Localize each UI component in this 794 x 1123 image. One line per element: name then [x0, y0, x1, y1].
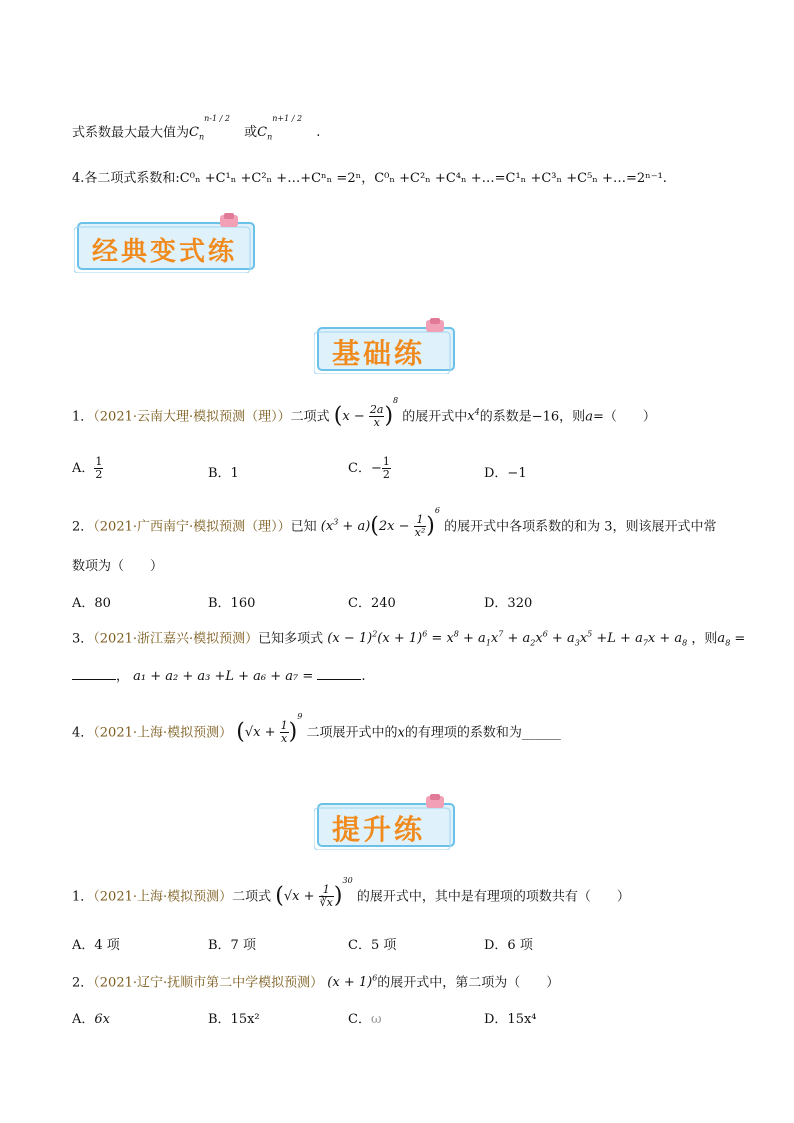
advanced-q1: 1．（2021·上海·模拟预测）二项式 (√x + $\frac{1}{∛x}$ )$^{30}$ 的展开式中，其中是有理项的项数共有（ ） [72, 876, 630, 910]
basic-q1-option-a[interactable]: A． $\frac{1}{2}$ [72, 455, 103, 481]
banner-classic-title: 经典变式练 [92, 237, 238, 267]
basic-q2-line2: 数项为（ ） [72, 559, 164, 574]
answer-blank-2[interactable] [317, 679, 361, 680]
banner-advanced-title: 提升练 [332, 813, 426, 846]
banner-basic-title: 基础练 [332, 337, 426, 370]
advanced-q1-option-b[interactable]: B．7 项 [208, 938, 256, 953]
banner-classic [74, 213, 262, 273]
basic-q1: 1．（2021·云南大理·模拟预测（理））二项式 (x − $\frac{2a}{x}$ )$^8$ 的展开式中$x^4$的系数是−16，则a=（ ） [72, 396, 656, 430]
answer-blank-1[interactable] [72, 679, 116, 680]
basic-q1-option-d[interactable]: D．−1 [484, 466, 527, 481]
advanced-q1-option-a[interactable]: A．4 项 [72, 938, 120, 953]
basic-q2: 2．（2021·广西南宁·模拟预测（理））已知 $(x^3 + a)(2x$ − $\frac{1}{\text{x²}}$ )$^6$ 的展开式中各项系数的和为 3，则该展开式中常 [72, 506, 717, 540]
advanced-q2-option-d[interactable]: D．15x⁴ [484, 1012, 537, 1027]
basic-q1-option-b[interactable]: B．1 [208, 466, 239, 481]
basic-q4: 4．（2021·上海·模拟预测） (√x + $\frac{1}{x}$ )$^9$ 二项展开式中的x的有理项的系数和为______ [72, 712, 561, 746]
basic-q2-option-d[interactable]: D．320 [484, 596, 533, 611]
banner-advanced [314, 794, 462, 850]
basic-q3-line2: ， a₁ + a₂ + a₃ +L + a₆ + a₇ = . [72, 668, 366, 686]
basic-q2-option-b[interactable]: B．160 [208, 596, 256, 611]
advanced-q2-option-a[interactable]: A．6x [72, 1012, 110, 1027]
advanced-q2-option-c[interactable]: C．ω [348, 1012, 382, 1027]
basic-q2-option-a[interactable]: A．80 [72, 596, 111, 611]
basic-q2-option-c[interactable]: C．240 [348, 596, 396, 611]
banner-basic [314, 318, 462, 374]
advanced-q2-option-b[interactable]: B．15x² [208, 1012, 260, 1027]
intro-line-1: 式系数最大最大值为$C_n^{n-1 / 2}$ 或$C_n^{n+1 / 2}$ . [72, 114, 321, 142]
basic-q1-option-c[interactable]: C．− $\frac{1}{2}$ [348, 455, 390, 481]
advanced-q1-option-c[interactable]: C．5 项 [348, 938, 397, 953]
basic-q3: 3．（2021·浙江嘉兴·模拟预测）已知多项式 $(x - 1)^2(x + 1)^6 = x^8 + a_1x^7 + a_2x^6 + a_3x^5 +L + a_7x + a_8$ ，则$a_8$ = [72, 630, 746, 648]
advanced-q1-option-d[interactable]: D．6 项 [484, 938, 533, 953]
intro-line-2: 4.各二项式系数和:C⁰ₙ +C¹ₙ +C²ₙ +…+Cⁿₙ =2ⁿ，C⁰ₙ +C²ₙ +C⁴ₙ +…=C¹ₙ +C³ₙ +C⁵ₙ +…=2ⁿ⁻¹. [72, 171, 667, 186]
advanced-q2: 2．（2021·辽宁·抚顺市第二中学模拟预测） $(x + 1)^6$的展开式中，第二项为（ ） [72, 974, 560, 991]
